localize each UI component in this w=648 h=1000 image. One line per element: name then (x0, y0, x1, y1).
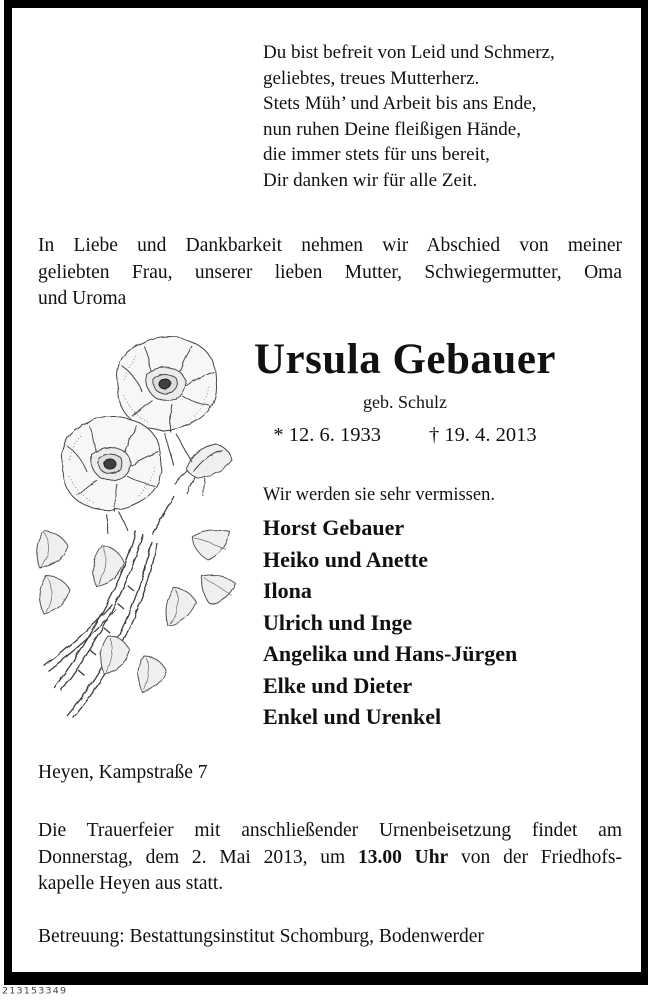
funeral-line: kapelle Heyen aus statt. (38, 873, 224, 894)
deceased-block (205, 336, 605, 447)
intro-line: geliebten Frau, unserer lieben Mutter, Schwiegermutter, Oma (38, 261, 622, 283)
funeral-line: Die Trauerfeier mit anschließender Urnenbeisetzung findet am (38, 820, 622, 841)
funeral-time: 13.00 Uhr (357, 846, 449, 868)
intro-line: und Uroma (38, 288, 127, 309)
poem-line: Dir danken wir für alle Zeit. (263, 169, 478, 191)
funeral-line-text: Donnerstag, dem 2. Mai 2013, um (38, 846, 358, 868)
address-line: Heyen, Kampstraße 7 (38, 762, 208, 783)
birth-date: * 12. 6. 1933 (273, 424, 381, 446)
poem-line: geliebtes, treues Mutterherz. (263, 67, 480, 89)
poem-line: nun ruhen Deine fleißigen Hände, (263, 118, 521, 140)
poem-line: die immer stets für uns bereit, (263, 144, 490, 165)
mourner-name: Heiko und Anette (263, 546, 429, 572)
poem-line: Stets Müh’ und Arbeit bis ans Ende, (263, 93, 537, 114)
funeral-line-text: von der Friedhofs- (448, 846, 622, 868)
poem-line: Du bist befreit von Leid und Schmerz, (263, 42, 555, 63)
intro-line: In Liebe und Dankbarkeit nehmen wir Abschied von meiner (38, 235, 622, 256)
mourner-name: Elke und Dieter (263, 672, 413, 698)
mourner-name: Ulrich und Inge (263, 609, 413, 635)
memorial-poem (263, 40, 555, 193)
intro-paragraph (38, 233, 622, 313)
life-dates (205, 424, 605, 447)
maiden-name: geb. Schulz (363, 392, 447, 412)
mourners-list (263, 512, 517, 733)
reference-number: 213153349 (2, 986, 68, 997)
deceased-name: Ursula Gebauer (253, 336, 557, 383)
funeral-line (38, 845, 622, 872)
farewell-text: Wir werden sie sehr vermissen. (263, 485, 495, 505)
funeral-home-line: Betreuung: Bestattungsinstitut Schomburg, Bodenwerder (38, 926, 484, 947)
mourner-name: Horst Gebauer (263, 515, 405, 540)
mourner-name: Angelika und Hans-Jürgen (263, 641, 518, 666)
mourner-name: Enkel und Urenkel (263, 704, 442, 729)
funeral-info (38, 818, 622, 898)
mourner-name: Ilona (263, 578, 312, 603)
death-date: † 19. 4. 2013 (429, 424, 537, 446)
